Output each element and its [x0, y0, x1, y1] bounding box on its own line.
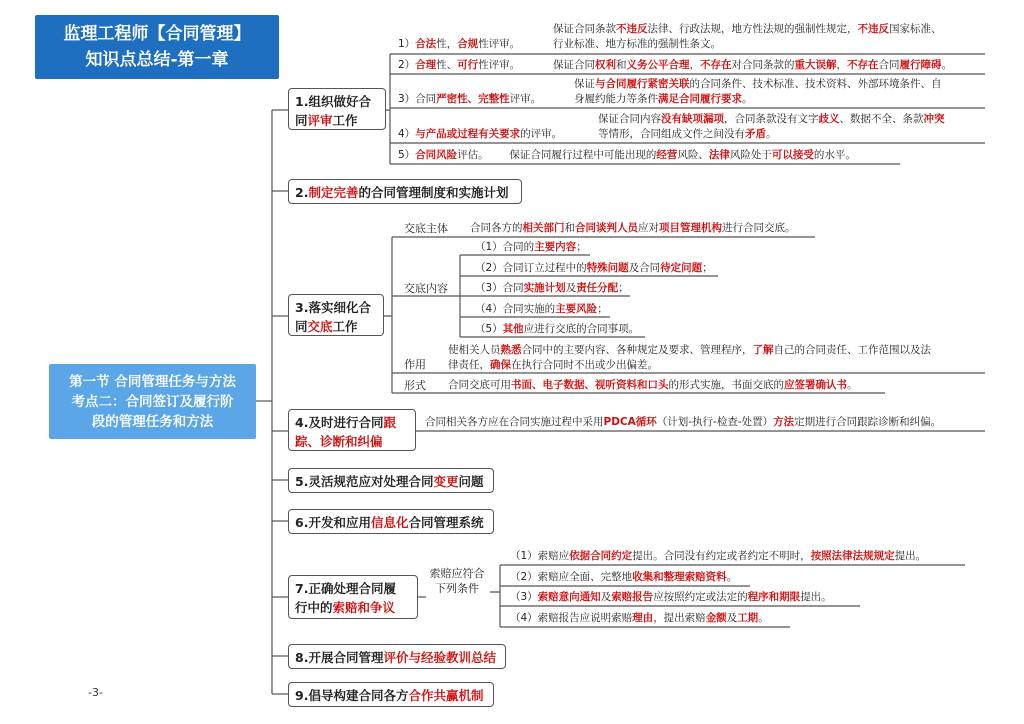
- n3-effect-label: 作用: [404, 358, 426, 371]
- page-number: -3-: [88, 686, 103, 699]
- node-4: 4.及时进行合同跟 踪、诊断和纠偏: [288, 409, 416, 451]
- node-9: 9.倡导构建合同各方合作共赢机制: [288, 682, 494, 707]
- title-line-2: 知识点总结-第一章: [85, 50, 229, 70]
- node-8: 8.开展合同管理评价与经验教训总结: [288, 644, 506, 669]
- n7-cond-2: （2）索赔应全面、完整地收集和整理索赔资料。: [510, 571, 738, 583]
- root-line-2: 考点二：合同签订及履行阶: [71, 393, 234, 410]
- connector-n3-children: [384, 237, 392, 393]
- node-1-text-c: 工作: [332, 113, 358, 128]
- n3-content-3: （3）合同实施计划及责任分配；: [475, 282, 629, 294]
- connector-n7-children: [490, 565, 500, 627]
- n3-form-label: 形式: [404, 379, 426, 392]
- root-line-1: 第一节 合同管理任务与方法: [69, 373, 236, 390]
- n1-item-3-desc: 保证与合同履行紧密关联的合同条件、技术标准、技术资料、外部环境条件、自 身履约能力等条件满足合同履行要求。: [574, 78, 942, 105]
- n1-item-4-label: 4）与产品或过程有关要求的评审。: [398, 128, 563, 140]
- n3-content-label: 交底内容: [404, 282, 448, 295]
- root-line-3: 段的管理任务和方法: [91, 413, 214, 430]
- n3-content-5: （5）其他应进行交底的合同事项。: [475, 323, 640, 335]
- n1-item-1-label: 1）合法性，合规性评审。: [398, 38, 521, 50]
- n7-cond-3: （3）索赔意向通知及索赔报告应按照约定或法定的程序和期限提出。: [510, 591, 832, 603]
- node-7: 7.正确处理合同履 行中的索赔和争议: [288, 575, 418, 619]
- document-title: [35, 15, 279, 79]
- n7-cond-1: （1）索赔应依据合同约定提出。合同没有约定或者约定不明时，按照法律法规规定提出。: [510, 550, 927, 562]
- n7-cond-4: （4）索赔报告应说明索赔理由，提出索赔金额及工期。: [510, 612, 769, 624]
- root-node: [49, 364, 256, 439]
- n3-form-desc: 合同交底可用书面、电子数据、视听资料和口头的形式实施，书面交底的应签署确认书。: [448, 379, 858, 391]
- node-1-text-b: 同: [295, 113, 308, 128]
- n3-content-1: （1）合同的主要内容；: [475, 241, 587, 253]
- n1-item-1-desc: 保证合同条款不违反法律、行政法规，地方性法规的强制性规定，不违反国家标准、 行业标准、地方标准的强制性条文。: [553, 23, 942, 50]
- n1-item-3-label: 3）合同严密性、完整性评审。: [398, 93, 542, 105]
- node-1-emph: 评审: [307, 113, 333, 128]
- n1-item-5: 5）合同风险评估。 保证合同履行过程中可能出现的经营风险、法律风险处于可以接受的水平。: [398, 149, 856, 161]
- n7-conditions-label: 索赔应符合 下列条件: [429, 567, 485, 595]
- title-line-1: 监理工程师【合同管理】: [63, 24, 251, 44]
- node-3: 3.落实细化合 同交底工作: [288, 294, 384, 336]
- node-1: [288, 88, 386, 130]
- n1-item-2-label: 2）合理性、可行性评审。: [398, 59, 521, 71]
- n3-subject-label: 交底主体: [404, 222, 448, 235]
- node-6: 6.开发和应用信息化合同管理系统: [288, 509, 494, 534]
- node-2: 2.制定完善的合同管理制度和实施计划: [288, 179, 522, 204]
- node-1-text-a: 1.组织做好合: [295, 94, 371, 109]
- n4-desc: 合同相关各方应在合同实施过程中采用PDCA循环（计划-执行-检查-处置）方法定期进行合同跟踪诊断和纠偏。: [425, 416, 942, 428]
- n3-content-2: （2）合同订立过程中的特殊问题及合同待定问题；: [475, 262, 713, 274]
- n3-subject-desc: 合同各方的相关部门和合同谈判人员应对项目管理机构进行合同交底。: [470, 222, 796, 234]
- n3-effect-desc: 使相关人员熟悉合同中的主要内容、各种规定及要求、管理程序，了解自己的合同责任、工作范围以及法 律责任，确保在执行合同时不出或少出偏差。: [448, 344, 931, 371]
- node-5: 5.灵活规范应对处理合同变更问题: [288, 468, 494, 493]
- n3-content-4: （4）合同实施的主要风险；: [475, 303, 608, 315]
- n1-item-4-desc: 保证合同内容没有缺项漏项，合同条款没有文字歧义、数据不全、条款冲突 等情形，合同组成文件之间没有矛盾。: [598, 113, 945, 140]
- n1-item-2-desc: 保证合同权利和义务公平合理，不存在对合同条款的重大误解，不存在合同履行障碍。: [553, 59, 952, 71]
- connector-n1-children: [386, 54, 390, 164]
